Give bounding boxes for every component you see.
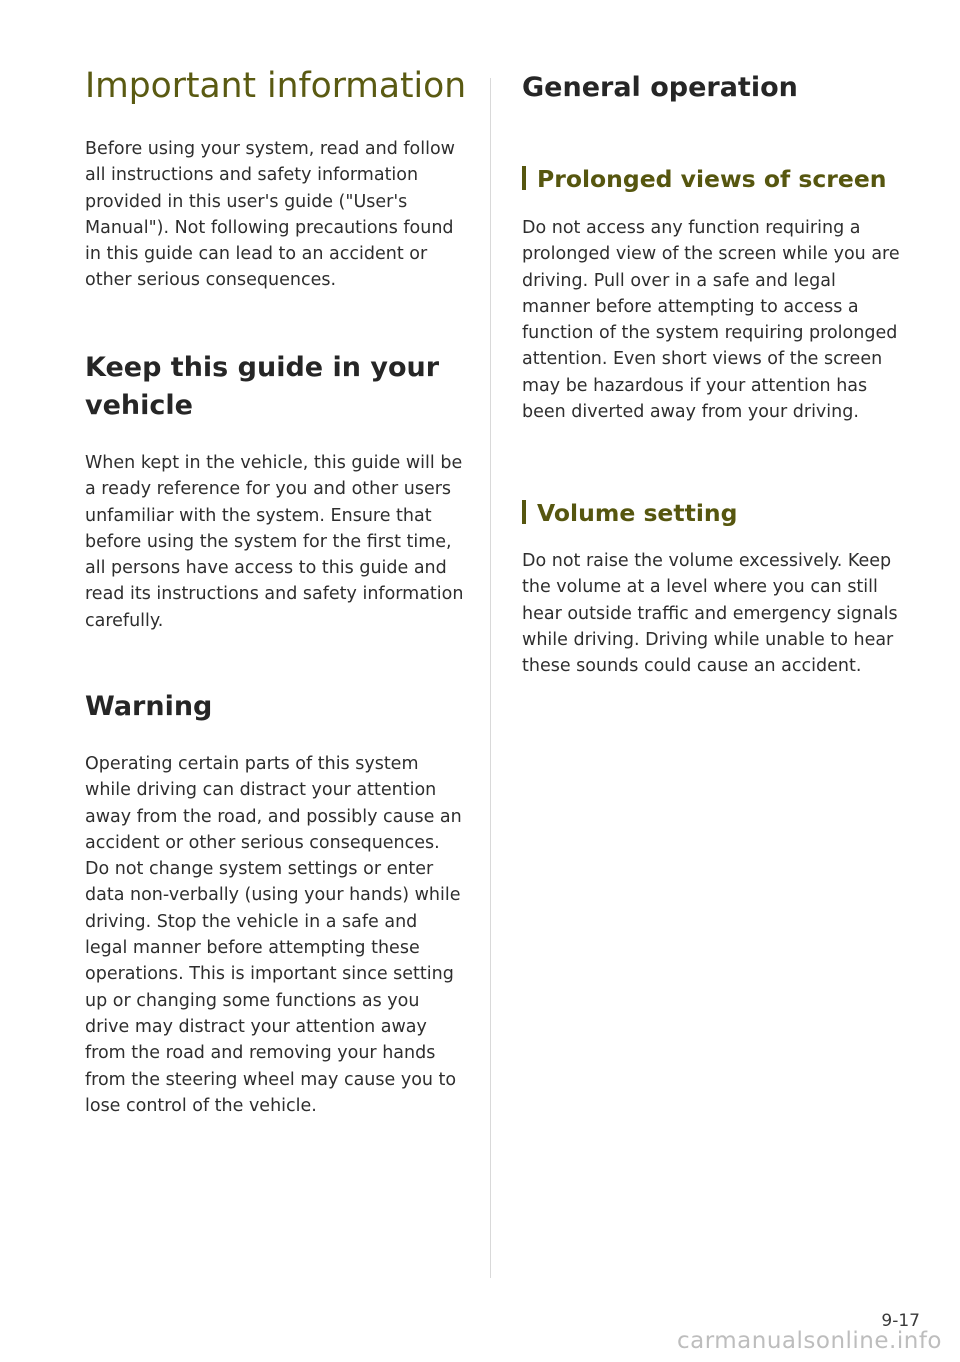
volume-setting-heading: [522, 498, 737, 528]
prolonged-views-heading-text: Prolonged views of screen: [537, 165, 887, 193]
volume-setting-heading-text: Volume setting: [537, 499, 738, 527]
volume-setting-paragraph: Do not raise the volume excessively. Keep the volume at a level where you can still hear outside traffic and emergency signals while driving. Driving while unable to hear these sounds could cause an accident.: [522, 551, 898, 677]
warning-paragraph: Operating certain parts of this system while driving can distract your attention away from the road, and possibly cause an accident or other serious consequences. Do not change system settings or enter data non-verbally (using your hands) while driving. Stop the vehicle in a safe and legal manner before attempting these operations. This is important since setting up or changing some functions as you drive may distract your attention away from the road and removing your hands from the steering wheel may cause you to lose control of the vehicle.: [85, 754, 462, 1116]
page-number: 9-17: [881, 1311, 920, 1331]
prolonged-views-heading: [522, 164, 887, 194]
intro-paragraph: Before using your system, read and follow all instructions and safety information provided in this user's guide ("User's Manual"). Not following precautions found in this guide can lead to an accident or other serious consequences.: [85, 139, 455, 291]
watermark: carmanualsonline.info: [676, 1328, 942, 1354]
page-title: Important information: [85, 66, 467, 106]
general-operation-heading: General operation: [522, 72, 798, 103]
heading-bar-icon: [522, 166, 526, 190]
prolonged-views-paragraph: Do not access any function requiring a prolonged view of the screen while you are driving. Pull over in a safe and legal manner before attempting to access a function of the system requiring prolonged attention. Even short views of the screen may be hazardous if your attention has been diverted away from your driving.: [522, 218, 900, 423]
keep-guide-heading: Keep this guide in your vehicle: [85, 352, 440, 421]
warning-heading: Warning: [85, 691, 213, 722]
column-divider: [490, 78, 491, 1278]
heading-bar-icon: [522, 500, 526, 524]
keep-guide-paragraph: When kept in the vehicle, this guide will be a ready reference for you and other users unfamiliar with the system. Ensure that before using the system for the first time, all persons have access to this guide and read its instructions and safety information carefully.: [85, 453, 464, 631]
